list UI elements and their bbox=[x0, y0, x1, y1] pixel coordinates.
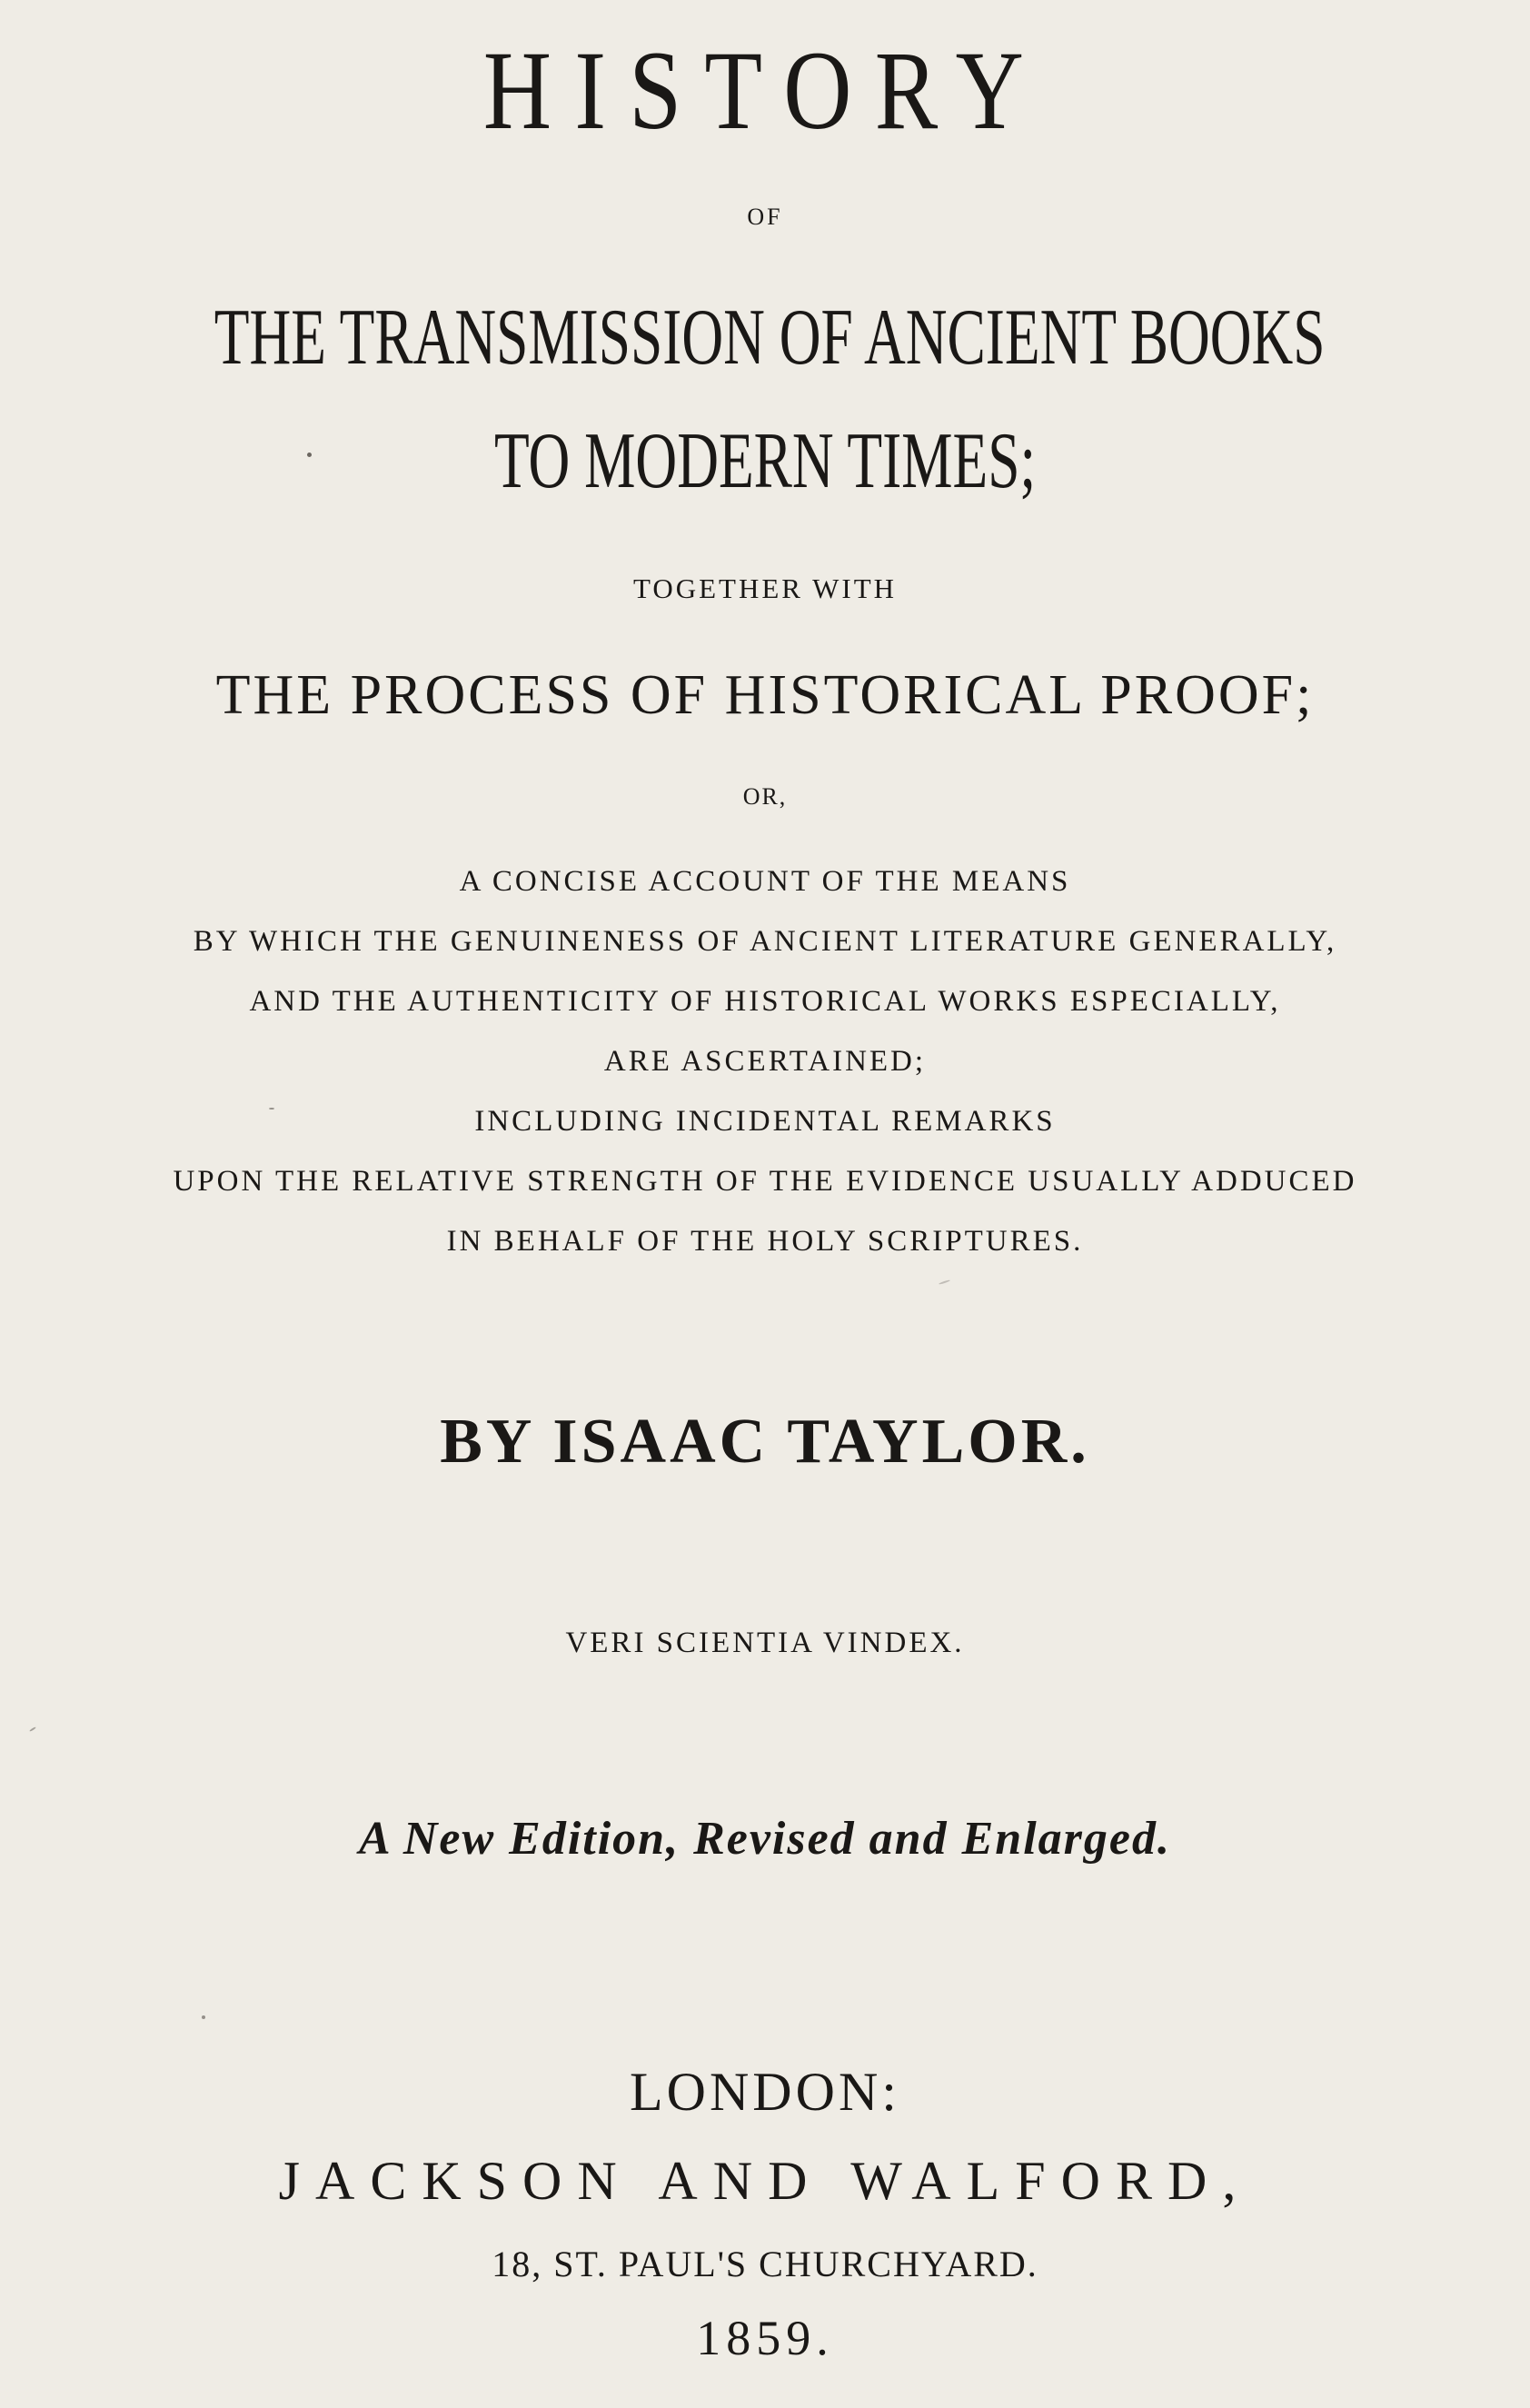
subtitle-line-1: THE TRANSMISSION OF ANCIENT BOOKS bbox=[214, 294, 1326, 382]
motto-line: VERI SCIENTIA VINDEX. bbox=[565, 1627, 965, 1659]
process-title: THE PROCESS OF HISTORICAL PROOF; bbox=[215, 664, 1315, 726]
together-with-label: TOGETHER WITH bbox=[632, 572, 898, 604]
author-line: BY ISAAC TAYLOR. bbox=[440, 1407, 1090, 1477]
or-label: OR, bbox=[742, 783, 788, 810]
description-line-5: INCLUDING INCIDENTAL REMARKS bbox=[474, 1105, 1056, 1138]
description-line-6: UPON THE RELATIVE STRENGTH OF THE EVIDENCE USUALLY ADDUCED bbox=[173, 1165, 1357, 1198]
description-line-3: AND THE AUTHENTICITY OF HISTORICAL WORKS ESPECIALLY, bbox=[249, 985, 1281, 1018]
paper-speck bbox=[202, 2015, 205, 2019]
imprint-publisher: JACKSON AND WALFORD, bbox=[278, 2151, 1252, 2211]
imprint-year: 1859. bbox=[696, 2311, 834, 2365]
imprint-city: LONDON: bbox=[630, 2062, 900, 2122]
description-line-4: ARE ASCERTAINED; bbox=[603, 1045, 927, 1078]
paper-speck bbox=[939, 1279, 950, 1285]
edition-line: A New Edition, Revised and Enlarged. bbox=[359, 1813, 1171, 1865]
description-line-7: IN BEHALF OF THE HOLY SCRIPTURES. bbox=[446, 1225, 1084, 1258]
title-connector-of: OF bbox=[747, 204, 783, 230]
imprint-address: 18, ST. PAUL'S CHURCHYARD. bbox=[492, 2244, 1038, 2284]
description-line-1: A CONCISE ACCOUNT OF THE MEANS bbox=[459, 865, 1071, 898]
description-line-2: BY WHICH THE GENUINENESS OF ANCIENT LITERATURE GENERALLY, bbox=[193, 925, 1337, 958]
paper-speck bbox=[269, 1108, 274, 1109]
book-title-history: HISTORY bbox=[482, 28, 1048, 153]
paper-speck bbox=[307, 453, 312, 457]
paper-speck bbox=[29, 1726, 36, 1732]
subtitle-line-2: TO MODERN TIMES; bbox=[493, 417, 1037, 505]
